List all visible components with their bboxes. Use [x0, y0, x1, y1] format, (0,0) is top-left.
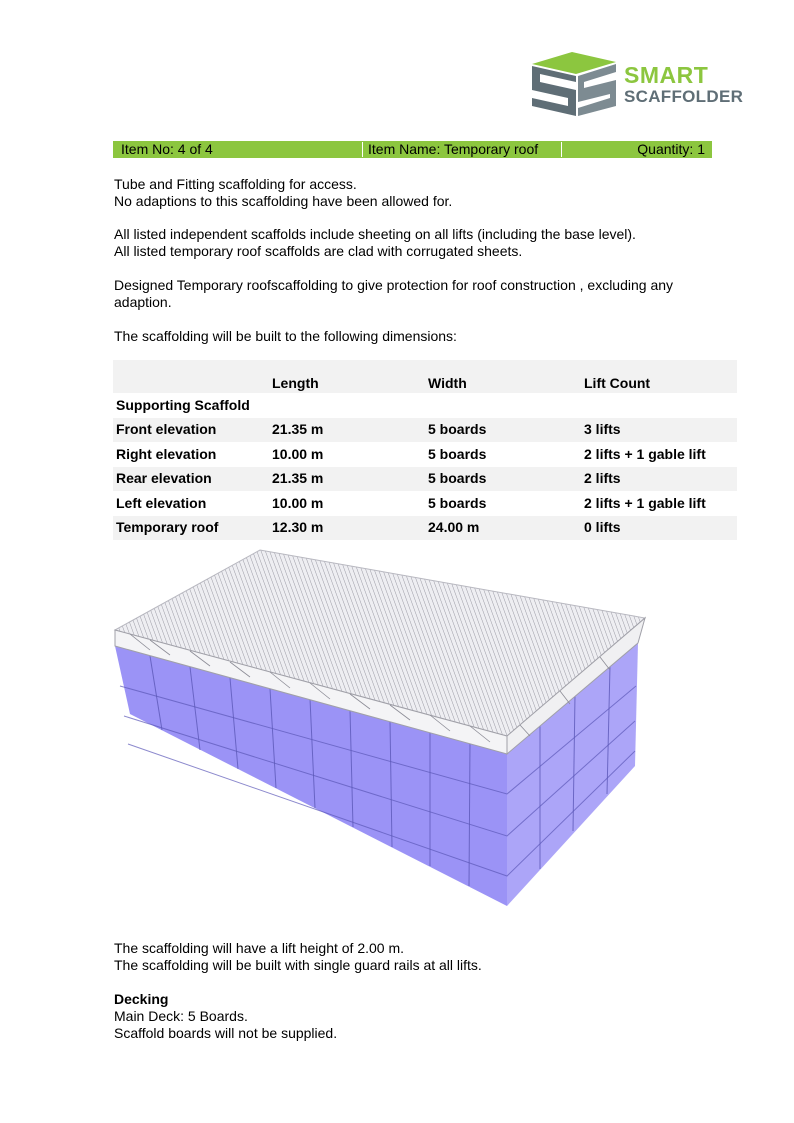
design-line: Designed Temporary roofscaffolding to give protection for roof construction , excluding any: [114, 277, 674, 293]
table-row: [113, 467, 737, 492]
table-cell: 21.35 m: [269, 467, 425, 492]
table-cell: 5 boards: [425, 467, 581, 492]
table-row: [113, 418, 737, 443]
item-header-bar: [113, 141, 712, 158]
lift-info-line: The scaffolding will have a lift height of 2.00 m.: [114, 940, 405, 956]
dimensions-intro: The scaffolding will be built to the following dimensions:: [114, 328, 457, 344]
lift-info-paragraph: [114, 940, 714, 974]
item-quantity: Quantity: 1: [637, 141, 705, 157]
header-cell: Length: [269, 360, 425, 393]
intro-line: Tube and Fitting scaffolding for access.: [114, 176, 357, 192]
table-cell: Front elevation: [113, 418, 269, 443]
item-bar-divider: [561, 142, 562, 157]
design-paragraph: [114, 277, 714, 311]
dimensions-table: [113, 360, 737, 540]
sheeting-line: All listed independent scaffolds include sheeting on all lifts (including the base level).: [114, 226, 636, 242]
decking-line: Main Deck: 5 Boards.: [114, 1008, 248, 1024]
lift-info-line: The scaffolding will be built with single guard rails at all lifts.: [114, 957, 482, 973]
table-row: [113, 442, 737, 467]
table-cell: 0 lifts: [581, 516, 737, 541]
logo-mark-icon: [526, 52, 618, 118]
table-cell: Rear elevation: [113, 467, 269, 492]
table-cell: 5 boards: [425, 418, 581, 443]
section-label: Supporting Scaffold: [116, 396, 250, 413]
scaffold-3d-model: [110, 546, 658, 908]
decking-section: [114, 991, 714, 1042]
table-cell: 5 boards: [428, 445, 487, 462]
table-cell: 10.00 m: [272, 494, 324, 511]
design-line: adaption.: [114, 294, 172, 310]
table-header-row: [113, 360, 737, 393]
table-cell: Right elevation: [116, 445, 217, 462]
table-cell: Temporary roof: [113, 516, 269, 541]
logo-word-smart: SMART: [624, 62, 709, 88]
header-cell: Width: [425, 360, 581, 393]
decking-title: Decking: [114, 991, 169, 1007]
sheeting-line: All listed temporary roof scaffolds are clad with corrugated sheets.: [114, 243, 523, 259]
table-section-row: [113, 393, 737, 418]
header-cell: [113, 360, 269, 393]
header-cell: Lift Count: [581, 360, 737, 393]
sheeting-paragraph: [114, 226, 714, 260]
table-cell: 5 boards: [428, 494, 487, 511]
intro-line: No adaptions to this scaffolding have been allowed for.: [114, 193, 453, 209]
table-row: [113, 516, 737, 541]
item-bar-divider: [362, 142, 363, 157]
table-cell: Left elevation: [116, 494, 207, 511]
table-cell: 2 lifts: [581, 467, 737, 492]
table-row: [113, 491, 737, 516]
intro-paragraph: [114, 176, 714, 210]
logo-wordmark: [624, 64, 743, 105]
logo-word-scaffolder: SCAFFOLDER: [624, 87, 744, 106]
table-cell: 24.00 m: [425, 516, 581, 541]
table-cell: 3 lifts: [581, 418, 737, 443]
smart-scaffolder-logo: [526, 52, 746, 118]
table-cell: 12.30 m: [269, 516, 425, 541]
decking-line: Scaffold boards will not be supplied.: [114, 1025, 338, 1041]
item-number: Item No: 4 of 4: [121, 141, 213, 157]
table-cell: 21.35 m: [269, 418, 425, 443]
table-cell: 10.00 m: [272, 445, 324, 462]
table-cell: 2 lifts + 1 gable lift: [584, 494, 706, 511]
item-name: Item Name: Temporary roof: [368, 141, 539, 157]
table-cell: 2 lifts + 1 gable lift: [584, 445, 706, 462]
